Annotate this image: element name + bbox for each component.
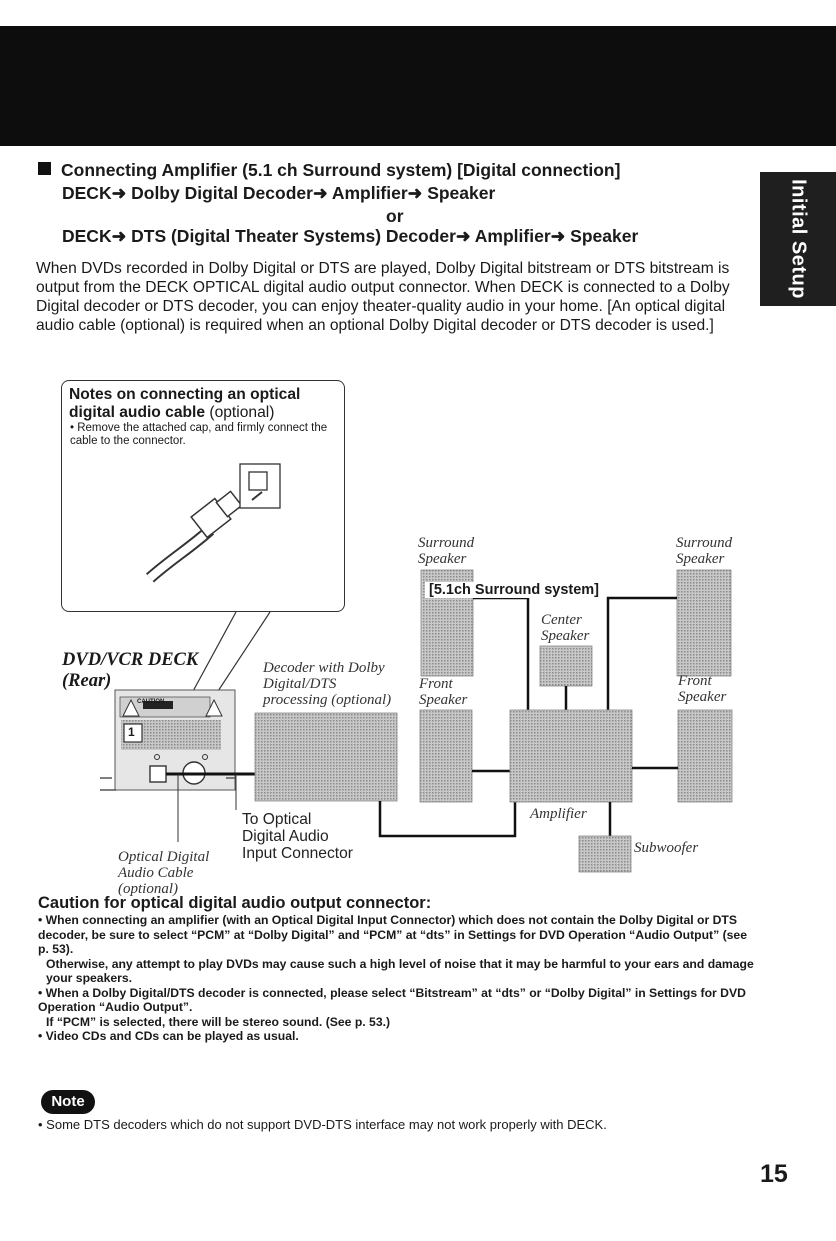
subwoofer — [579, 836, 631, 872]
center-speaker-label: Center Speaker — [541, 612, 590, 644]
heading-dts-chain: DECK➜ DTS (Digital Theater Systems) Decoder➜ Amplifier➜ Speaker — [62, 226, 639, 246]
decoder-box[interactable] — [255, 713, 397, 801]
optical-input-label: To Optical Digital Audio Input Connector — [242, 811, 353, 862]
note-badge: Note — [41, 1090, 95, 1114]
intro-paragraph: When DVDs recorded in Dolby Digital or DTS are played, Dolby Digital bitstream or DTS bitstream is output from the DECK OPTICAL digital audio output connector. When DECK is connected to a Dolby Digital decoder or DTS decoder, you can enjoy theater-quality audio in your home. [An optical digital audio cable (optional) is required when an optional Dolby Digital decoder or DTS decoder is used.] — [36, 260, 730, 334]
note-text: • Some DTS decoders which do not support DVD-DTS interface may not work properly with DECK. — [38, 1117, 607, 1132]
heading-or: or — [386, 206, 404, 226]
front-left-label: Front Speaker — [419, 676, 468, 708]
notes-body: • Remove the attached cap, and firmly connect the cable to the connector. — [70, 422, 328, 447]
page-number: 15 — [760, 1160, 788, 1188]
system-label: [5.1ch Surround system] — [425, 582, 603, 598]
caution-item: • When a Dolby Digital/DTS decoder is connected, please select “Bitstream” at “dts” or “Dolby Digital” in Settings for DVD Operation “Audio Output”. If “PCM” is selected, there will be stereo sound. (See p. 53.) — [38, 985, 746, 1029]
subwoofer-label: Subwoofer — [634, 840, 699, 856]
front-right-speaker — [678, 710, 732, 802]
center-speaker — [540, 646, 592, 686]
front-left-speaker — [420, 710, 472, 802]
heading-dolby-chain: DECK➜ Dolby Digital Decoder➜ Amplifier➜ Speaker — [62, 183, 496, 203]
jack-number: 1 — [128, 725, 135, 739]
section-heading: Connecting Amplifier (5.1 ch Surround system) [Digital connection] — [38, 160, 620, 181]
surround-right-label: Surround Speaker — [676, 535, 733, 567]
amplifier-label: Amplifier — [530, 806, 587, 822]
notes-title: Notes on connecting an optical digital audio cable (optional) — [69, 386, 301, 421]
front-right-label: Front Speaker — [678, 673, 727, 705]
surround-right-speaker — [677, 570, 731, 676]
section-tab-label: Initial Setup — [787, 179, 810, 299]
caution-list — [38, 913, 758, 1044]
surround-left-label: Surround Speaker — [418, 535, 475, 567]
caution-item: • When connecting an amplifier (with an Optical Digital Input Connector) which does not contain the Dolby Digital or DTS decoder, be sure to select “PCM” at “Dolby Digital” and “PCM” at “dts” in Settings for DVD Operation “Audio Output” (see p. 53). Otherwise, any attempt to play DVDs may cause such a high level of noise that it may be harmful to your ears and damage your speakers. — [38, 913, 754, 985]
caution-sticker-text: CAUTION — [137, 699, 165, 705]
caution-item: • Video CDs and CDs can be played as usual. — [38, 1029, 299, 1043]
amplifier-box[interactable] — [510, 710, 632, 802]
optical-plug-illustration — [150, 464, 280, 578]
deck-label: DVD/VCR DECK (Rear) — [62, 650, 199, 691]
decoder-label: Decoder with Dolby Digital/DTS processing (optional) — [263, 660, 392, 708]
cable-label: Optical Digital Audio Cable (optional) — [118, 849, 210, 897]
caution-title: Caution for optical digital audio output connector: — [38, 894, 432, 912]
